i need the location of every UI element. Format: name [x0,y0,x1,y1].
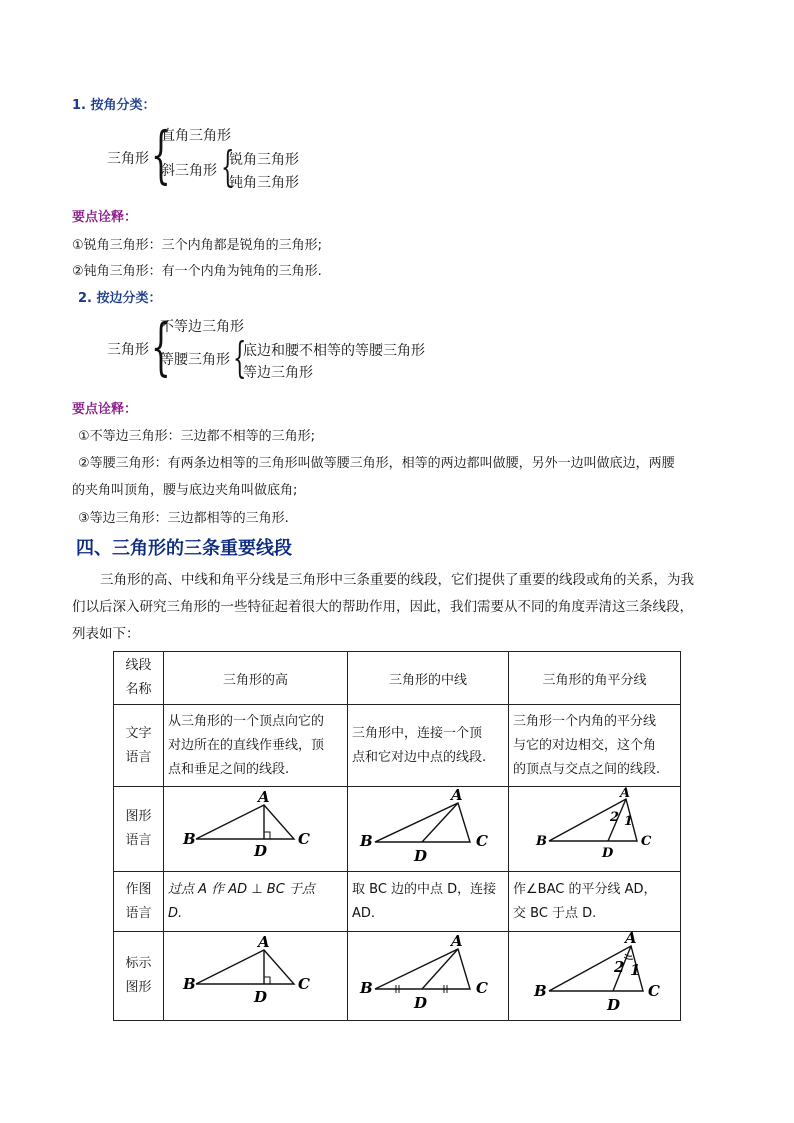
angle-label: 1 [623,814,633,829]
tree-sub-equilateral: 等边三角形 [243,365,313,381]
point-label: D [253,842,267,860]
paragraph-line: 三角形的高、中线和角平分线是三角形中三条重要的线段，它们提供了重要的线段或角的关系，为我 [100,572,694,588]
column-header-median: 三角形的中线 [348,652,509,705]
tree-root-side: 三角形 [107,342,149,358]
point-label: B [360,979,373,997]
paragraph-line: 们以后深入研究三角形的一些特征起着很大的帮助作用，因此，我们需要从不同的角度弄清这三条线段， [72,599,693,615]
brace-icon: { [221,142,235,191]
point-label: B [535,834,547,849]
point-label: C [297,830,310,848]
triangle-shape [196,805,294,839]
cell-text: 取 BC 边的中点 D，连接 AD. [348,872,509,932]
table-row [114,872,681,932]
note-line: ①锐角三角形：三个内角都是锐角的三角形; [72,238,323,253]
median-marked-figure [350,932,506,1016]
note-line: ①不等边三角形：三边都不相等的三角形; [78,429,316,444]
tree-item-oblique: 斜三角形 [161,163,217,179]
median-line [422,949,458,989]
cell-text: 从三角形的一个顶点向它的 对边所在的直线作垂线，顶 点和垂足之间的线段. [164,705,348,787]
median-line [422,803,458,842]
heading-by-angle: 1. 按角分类： [72,98,156,113]
heading-by-side: 2. 按边分类： [78,291,162,306]
point-label: A [624,932,637,947]
angle-label: 2 [613,958,624,976]
point-label: B [533,982,547,1000]
tree-sub-acute: 锐角三角形 [229,152,299,168]
right-angle-mark [264,832,270,839]
triangle-shape [196,950,294,984]
figure-cell [348,932,509,1021]
table-row [114,932,681,1021]
point-label: B [182,830,196,848]
tree-item-right: 直角三角形 [161,128,231,144]
note-line: ③等边三角形：三边都相等的三角形. [78,511,289,526]
tree-item-scalene: 不等边三角形 [160,319,244,335]
figure-cell [509,787,681,872]
point-label: B [182,975,196,993]
section-title: 四、三角形的三条重要线段 [76,538,292,559]
point-label: D [601,846,613,861]
segments-table [113,651,681,1021]
note-line: ②等腰三角形：有两条边相等的三角形叫做等腰三角形，相等的两边都叫做腰，另外一边叫做底边，两腰 [78,456,675,471]
point-label: D [606,996,620,1014]
column-header-altitude: 三角形的高 [164,652,348,705]
tree-root-angle: 三角形 [107,151,149,167]
cell-text: 三角形一个内角的平分线 与它的对边相交，这个角 的顶点与交点之间的线段. [509,705,681,787]
figure-cell [348,787,509,872]
note-line: ②钝角三角形：有一个内角为钝角的三角形. [72,264,322,279]
bisector-marked-figure [511,932,679,1016]
point-label: C [476,979,488,997]
point-label: B [360,832,373,850]
bisector-figure [511,787,679,867]
figure-cell [164,787,348,872]
point-label: A [257,788,270,806]
point-label: C [647,982,660,1000]
cell-text: 三角形中，连接一个顶 点和它对边中点的线段. [348,705,509,787]
angle-label: 1 [629,961,640,979]
point-label: C [297,975,310,993]
point-label: A [619,787,630,801]
table-row [114,652,681,705]
altitude-marked-figure [166,932,346,1016]
altitude-figure [166,787,346,867]
point-label: A [451,787,463,804]
row-label: 文字 语言 [114,705,164,787]
column-header-bisector: 三角形的角平分线 [509,652,681,705]
table-row [114,787,681,872]
triangle-shape [375,949,470,989]
right-angle-mark [264,977,270,984]
triangle-shape [375,803,470,842]
table-row [114,705,681,787]
note-heading: 要点诠释： [72,402,138,417]
row-label: 线段 名称 [114,652,164,705]
cell-text: 作∠BAC 的平分线 AD， 交 BC 于点 D. [509,872,681,932]
brace-icon: { [233,333,247,382]
brace-icon: { [151,310,171,383]
note-heading: 要点诠释： [72,210,138,225]
point-label: D [253,988,267,1006]
point-label: A [451,932,463,950]
figure-cell [509,932,681,1021]
cell-text: 过点 A 作 AD ⊥ BC 于点 D. [164,872,348,932]
point-label: A [257,933,270,951]
tree-item-isosceles: 等腰三角形 [160,352,230,368]
angle-label: 2 [609,810,619,825]
tree-sub-obtuse: 钝角三角形 [229,175,299,191]
point-label: D [414,847,428,865]
tree-sub-isosceles-unequal: 底边和腰不相等的等腰三角形 [243,343,425,359]
figure-cell [164,932,348,1021]
paragraph-line: 列表如下： [72,626,140,642]
brace-icon: { [151,118,171,191]
angle-arc [625,954,632,956]
row-label: 标示 图形 [114,932,164,1021]
row-label: 图形 语言 [114,787,164,872]
point-label: C [476,832,488,850]
point-label: D [414,994,428,1012]
point-label: C [640,834,651,849]
row-label: 作图 语言 [114,872,164,932]
note-line: 的夹角叫顶角，腰与底边夹角叫做底角; [72,483,298,498]
median-figure [350,787,506,867]
